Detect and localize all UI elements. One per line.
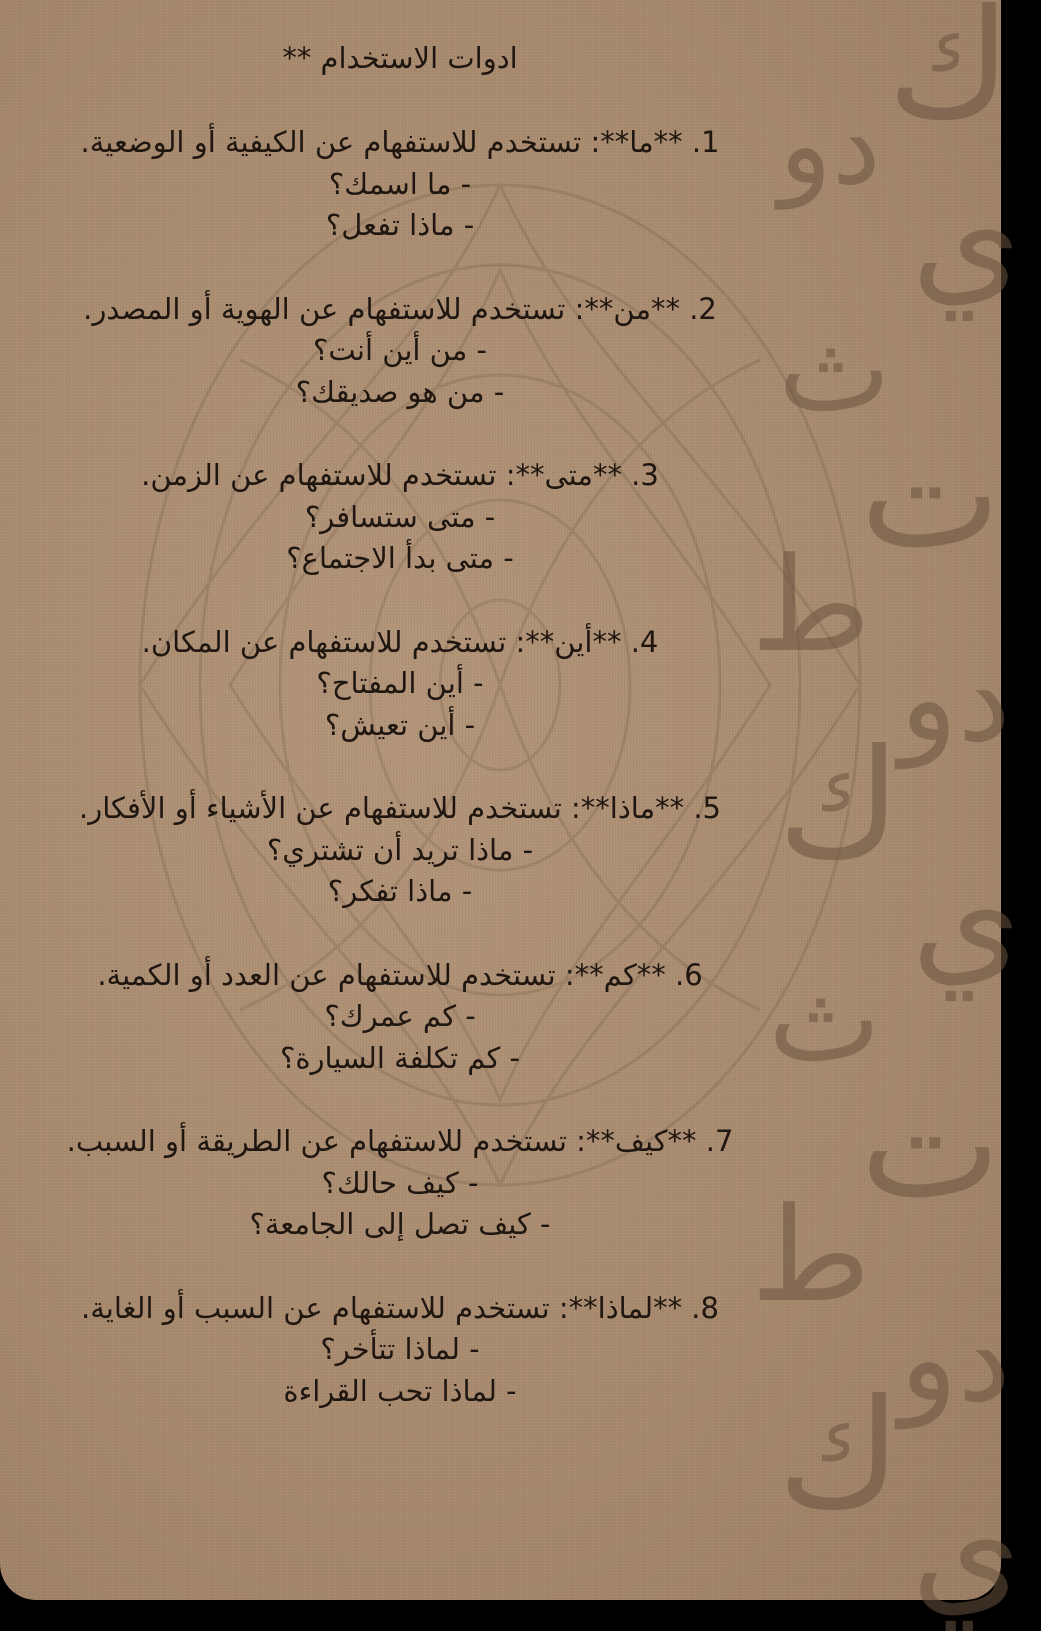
example-line: - كم تكلفة السيارة؟	[279, 1040, 521, 1075]
section-mata	[40, 455, 760, 580]
section-heading: 4. **أين**: تستخدم للاستفهام عن المكان.	[141, 624, 659, 659]
example-line: - ماذا تفكر؟	[327, 874, 473, 908]
section-kam	[40, 955, 760, 1080]
example-line: - ما اسمك؟	[328, 166, 472, 201]
example-line: - من هو صديقك؟	[295, 374, 505, 409]
section-kayfa	[40, 1121, 760, 1246]
example-line: - كيف تصل إلى الجامعة؟	[249, 1207, 551, 1241]
section-heading: 7. **كيف**: تستخدم للاستفهام عن الطريقة أو السبب.	[66, 1124, 734, 1158]
example-line: - ماذا تفعل؟	[325, 208, 475, 242]
example-line: - لماذا تحب القراءة	[283, 1373, 517, 1408]
calligraphy-pattern: ك دو ي ث ت ط دو ك ي ث ت ط دو ك ي	[750, 0, 1021, 1631]
section-heading: 8. **لماذا**: تستخدم للاستفهام عن السبب أو الغاية.	[81, 1290, 719, 1325]
section-heading: 6. **كم**: تستخدم للاستفهام عن العدد أو الكمية.	[97, 957, 703, 992]
section-heading: 3. **متى**: تستخدم للاستفهام عن الزمن.	[141, 458, 659, 492]
example-line: - لماذا تتأخر؟	[320, 1332, 480, 1366]
example-line: - كيف حالك؟	[321, 1165, 479, 1200]
section-heading: 2. **من**: تستخدم للاستفهام عن الهوية أو المصدر.	[83, 291, 717, 326]
section-limatha	[40, 1288, 760, 1413]
example-line: - متى ستسافر؟	[304, 499, 496, 534]
example-line: - أين تعيش؟	[324, 707, 476, 742]
example-line: - من أين أنت؟	[313, 333, 487, 367]
page-title: ادوات الاستخدام **	[282, 41, 518, 75]
section-ma	[40, 122, 760, 247]
example-line: - كم عمرك؟	[324, 999, 476, 1033]
section-heading: 1. **ما**: تستخدم للاستفهام عن الكيفية أو الوضعية.	[80, 125, 720, 159]
example-line: - أين المفتاح؟	[316, 666, 484, 700]
section-man	[40, 289, 760, 414]
example-line: - ماذا تريد أن تشتري؟	[266, 832, 534, 867]
section-heading: 5. **ماذا**: تستخدم للاستفهام عن الأشياء أو الأفكار.	[78, 791, 721, 825]
section-ayna	[40, 622, 760, 747]
example-line: - متى بدأ الاجتماع؟	[286, 541, 514, 575]
note-content	[40, 36, 760, 1454]
section-matha	[40, 788, 760, 913]
